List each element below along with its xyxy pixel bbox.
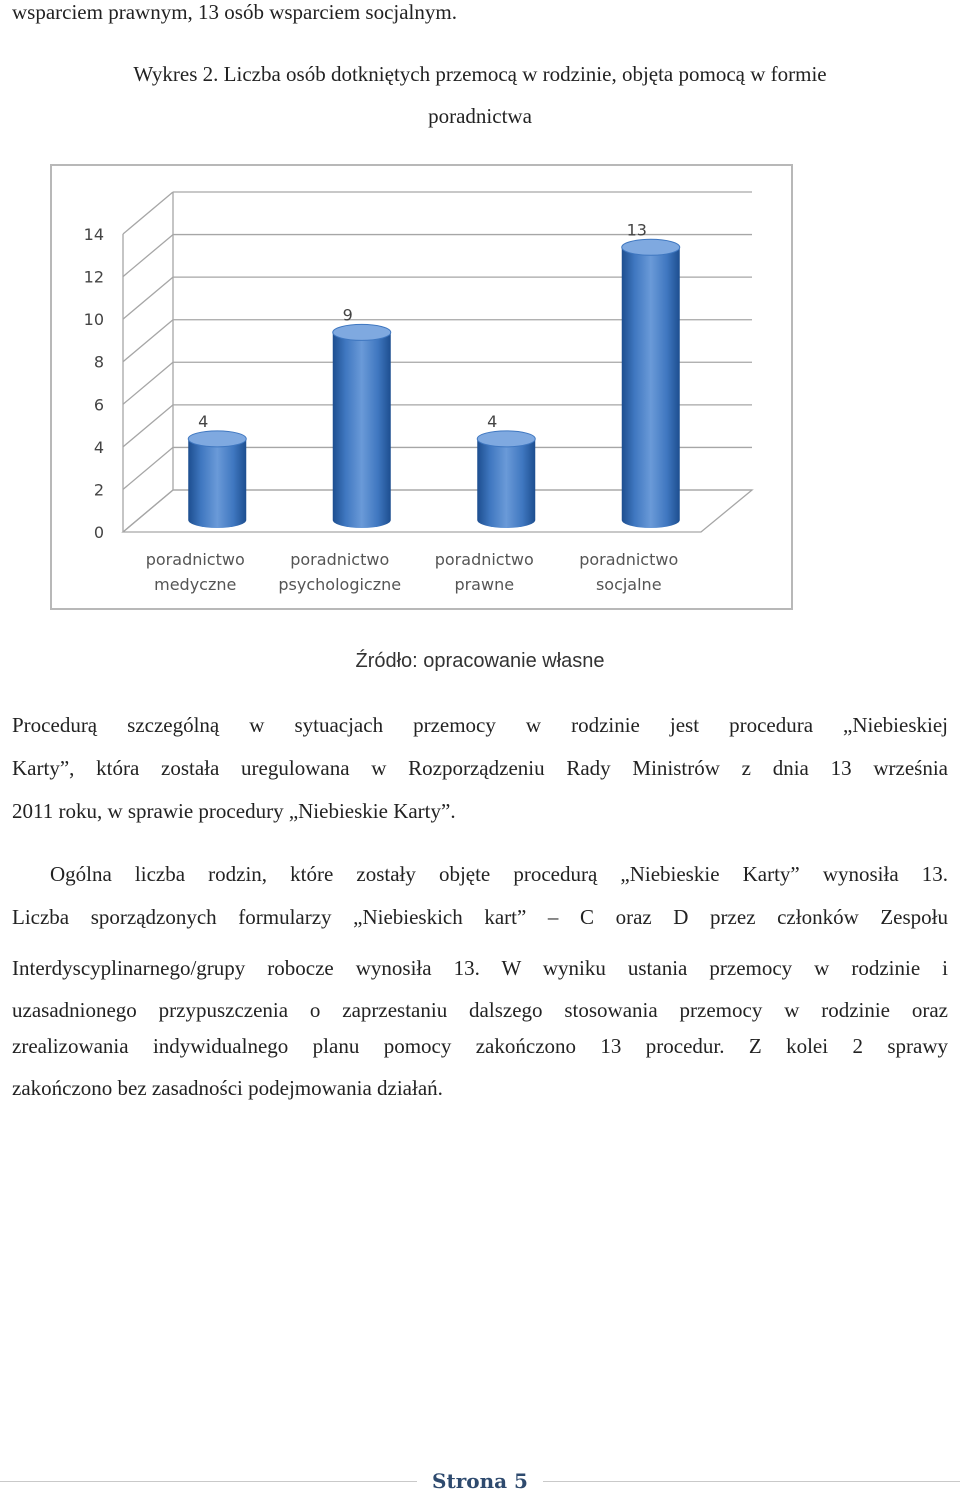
gridline-side bbox=[123, 235, 173, 277]
data-label: 4 bbox=[198, 411, 209, 431]
x-tick-label: poradnictwo bbox=[579, 550, 679, 569]
page-number: Strona 5 bbox=[432, 1469, 528, 1493]
y-tick-label: 4 bbox=[93, 437, 104, 457]
figure-caption-line-1: Wykres 2. Liczba osób dotkniętych przemocą w rodzinie, objęta pomocą w formie bbox=[133, 62, 827, 86]
gridline-side bbox=[123, 362, 173, 404]
gridline-side bbox=[123, 320, 173, 362]
gridline-side bbox=[123, 277, 173, 319]
y-tick-label: 14 bbox=[83, 225, 104, 244]
y-tick-label: 10 bbox=[83, 310, 104, 330]
paragraph-2-line-3: Interdyscyplinarnego/grupy robocze wynosiła 13. W wyniku ustania przemocy w rodzinie i bbox=[12, 956, 948, 980]
paragraph-2-line-4: uzasadnionego przypuszczenia o zaprzestaniu dalszego stosowania przemocy w rodzinie oraz bbox=[12, 998, 948, 1022]
x-tick-label: medyczne bbox=[154, 575, 237, 594]
bar-top bbox=[188, 431, 246, 447]
top-line: wsparciem prawnym, 13 osób wsparciem socjalnym. bbox=[12, 0, 457, 24]
x-tick-label: psychologiczne bbox=[278, 575, 402, 594]
paragraph-2-line-5: zrealizowania indywidualnego planu pomocy zakończono 13 procedur. Z kolei 2 sprawy bbox=[12, 1034, 948, 1058]
gridline-side bbox=[123, 490, 173, 532]
gridline-side bbox=[123, 447, 173, 489]
paragraph-1-line-2: Karty”, która została uregulowana w Rozporządzeniu Rady Ministrów z dnia 13 września bbox=[12, 756, 948, 780]
paragraph-2-line-2: Liczba sporządzonych formularzy „Niebieskich kart” – C oraz D przez członków Zespołu bbox=[12, 905, 948, 929]
bar-body bbox=[333, 332, 391, 528]
bar-body bbox=[188, 439, 246, 528]
bar-body bbox=[622, 247, 680, 528]
data-label: 9 bbox=[342, 305, 353, 325]
paragraph-1-line-1: Procedurą szczególną w sytuacjach przemocy w rodzinie jest procedura „Niebieskiej bbox=[12, 713, 948, 737]
source-note: Źródło: opracowanie własne bbox=[355, 650, 605, 672]
figure-caption-line-2: poradnictwa bbox=[428, 104, 532, 128]
data-label: 4 bbox=[487, 411, 498, 431]
gridline-side bbox=[123, 405, 173, 447]
x-tick-label: poradnictwo bbox=[434, 550, 534, 569]
y-tick-label: 0 bbox=[93, 523, 104, 542]
x-tick-label: poradnictwo bbox=[145, 550, 245, 569]
bar bbox=[477, 431, 535, 528]
paragraph-2-line-1: Ogólna liczba rodzin, które zostały objęte procedurą „Niebieskie Karty” wynosiła 13. bbox=[50, 862, 948, 886]
bar-top bbox=[477, 431, 535, 447]
y-tick-label: 12 bbox=[83, 267, 104, 287]
paragraph-1-line-3: 2011 roku, w sprawie procedury „Niebieskie Karty”. bbox=[12, 799, 456, 823]
bar-chart-canvas bbox=[52, 166, 793, 610]
y-tick-label: 8 bbox=[93, 352, 104, 372]
footer-rule-right bbox=[543, 1481, 960, 1482]
x-tick-label: poradnictwo bbox=[290, 550, 390, 569]
x-tick-label: socjalne bbox=[595, 575, 662, 594]
paragraph-2-line-6: zakończono bez zasadności podejmowania działań. bbox=[12, 1076, 443, 1100]
y-tick-label: 2 bbox=[93, 480, 104, 500]
bar-top bbox=[333, 324, 391, 340]
x-tick-label: prawne bbox=[454, 575, 515, 594]
footer-rule-left bbox=[0, 1481, 417, 1482]
gridline-side bbox=[123, 192, 173, 234]
bar-chart bbox=[50, 164, 793, 610]
bar bbox=[622, 239, 680, 528]
data-label: 13 bbox=[626, 220, 647, 240]
bar bbox=[333, 324, 391, 528]
bar-body bbox=[477, 439, 535, 528]
bar-top bbox=[622, 239, 680, 255]
y-tick-label: 6 bbox=[93, 395, 104, 415]
bar bbox=[188, 431, 246, 528]
